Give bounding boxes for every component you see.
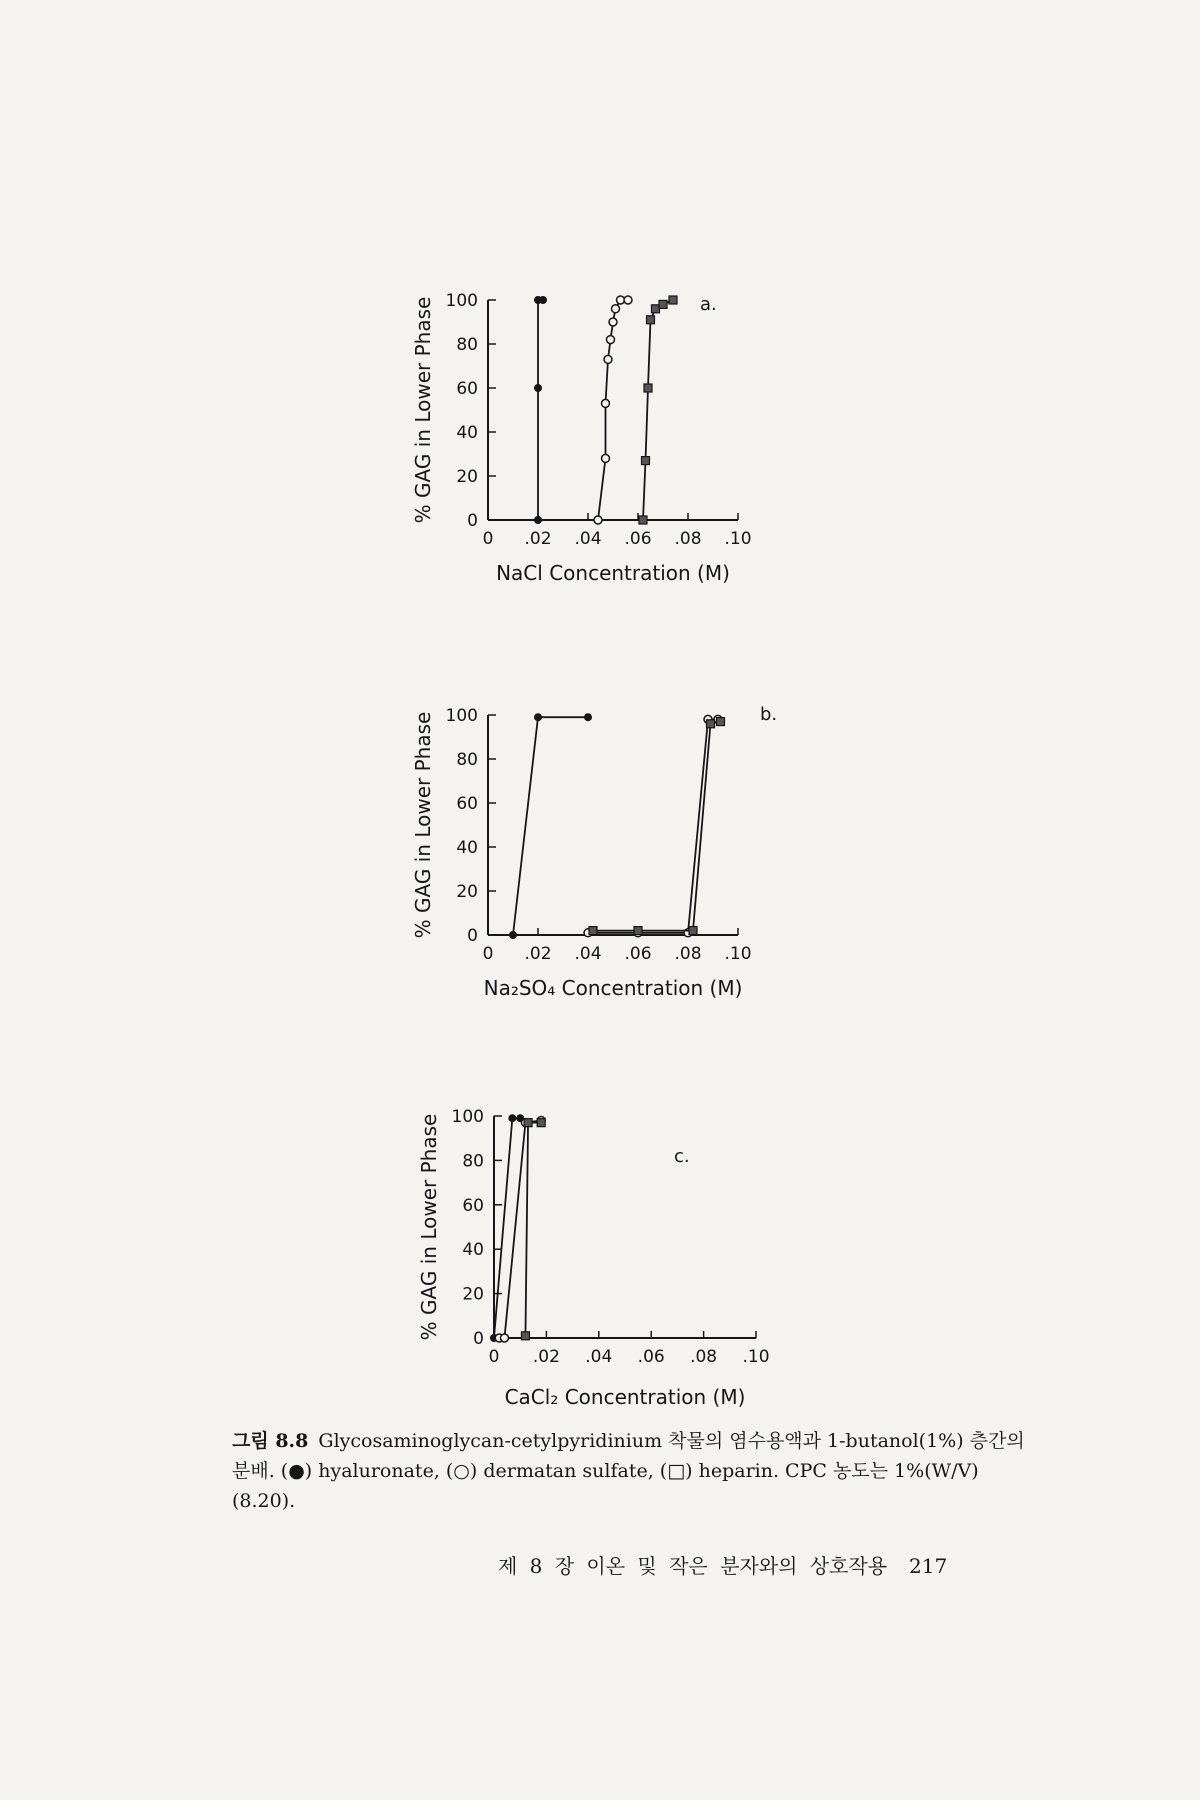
x-axis-title: Na₂SO₄ Concentration (M) bbox=[483, 976, 743, 1000]
x-tick-label: 0 bbox=[482, 944, 494, 964]
y-tick-label: 60 bbox=[456, 794, 478, 814]
chart-cacl2 bbox=[414, 1072, 814, 1426]
data-point-open-circle bbox=[594, 516, 602, 524]
y-axis-title: % GAG in Lower Phase bbox=[411, 296, 435, 524]
page-footer bbox=[498, 1550, 1018, 1579]
y-axis-title: % GAG in Lower Phase bbox=[417, 1113, 441, 1341]
data-point-square bbox=[644, 384, 652, 392]
data-point-square bbox=[642, 457, 650, 465]
y-tick-label: 0 bbox=[467, 926, 478, 946]
data-point-square bbox=[659, 300, 667, 308]
chart-na2so4 bbox=[400, 655, 800, 1019]
chapter-title: 제 8 장 이온 및 작은 분자와의 상호작용 bbox=[498, 1554, 888, 1578]
data-point-open-circle bbox=[602, 454, 610, 462]
y-tick-label: 80 bbox=[462, 1151, 484, 1172]
data-point-square bbox=[521, 1332, 529, 1340]
data-point-filled-circle bbox=[584, 713, 592, 721]
y-tick-label: 80 bbox=[456, 750, 478, 770]
data-point-filled-circle bbox=[534, 516, 542, 524]
panel-label: c. bbox=[674, 1146, 690, 1167]
data-point-square bbox=[689, 927, 697, 935]
x-tick-label: .08 bbox=[674, 944, 702, 964]
y-tick-label: 60 bbox=[462, 1195, 484, 1216]
data-point-filled-circle bbox=[508, 1114, 516, 1122]
figure-caption bbox=[232, 1426, 1032, 1516]
chart-0-plot bbox=[411, 291, 752, 585]
data-point-open-circle bbox=[609, 318, 617, 326]
x-tick-label: .02 bbox=[524, 529, 552, 549]
series-line-open-circle bbox=[588, 719, 718, 932]
caption-text: Glycosaminoglycan-cetylpyridinium 착물의 염수용액과 1-butanol(1%) 층간의 분배. (●) hyaluronate, (○) dermatan sulfate, (□) heparin. CPC 농도는 1%(W/V) (8.20). bbox=[232, 1430, 1025, 1512]
x-tick-label: .08 bbox=[674, 529, 702, 549]
y-tick-label: 40 bbox=[456, 838, 478, 858]
chart-1-plot bbox=[411, 704, 777, 1000]
data-point-square bbox=[707, 720, 715, 728]
y-tick-label: 60 bbox=[456, 379, 478, 399]
data-point-open-circle bbox=[607, 336, 615, 344]
page-number: 217 bbox=[909, 1554, 948, 1578]
x-tick-label: .10 bbox=[742, 1347, 770, 1367]
y-tick-label: 20 bbox=[462, 1284, 484, 1305]
series-line-square bbox=[525, 1123, 541, 1336]
x-axis-title: NaCl Concentration (M) bbox=[496, 561, 730, 585]
series-line-square bbox=[593, 722, 721, 931]
y-tick-label: 40 bbox=[462, 1240, 484, 1261]
data-point-open-circle bbox=[612, 305, 620, 313]
x-tick-label: .10 bbox=[724, 944, 752, 964]
chart-nacl-svg bbox=[400, 240, 800, 600]
x-tick-label: .04 bbox=[585, 1347, 613, 1367]
series-line-open-circle bbox=[499, 1120, 541, 1338]
x-tick-label: .06 bbox=[624, 529, 652, 549]
x-tick-label: .04 bbox=[574, 944, 602, 964]
y-tick-label: 40 bbox=[456, 423, 478, 443]
series-line-open-circle bbox=[598, 300, 628, 520]
figure-number: 그림 8.8 bbox=[232, 1430, 309, 1452]
data-point-square bbox=[537, 1119, 545, 1127]
data-point-open-circle bbox=[604, 355, 612, 363]
y-tick-label: 0 bbox=[467, 511, 478, 531]
chart-2-plot bbox=[417, 1107, 770, 1409]
data-point-open-circle bbox=[624, 296, 632, 304]
series-line-filled-circle bbox=[513, 717, 588, 935]
y-tick-label: 20 bbox=[456, 467, 478, 487]
data-point-filled-circle bbox=[534, 384, 542, 392]
y-tick-label: 100 bbox=[445, 706, 478, 726]
data-point-square bbox=[647, 316, 655, 324]
y-axis-title: % GAG in Lower Phase bbox=[411, 711, 435, 939]
data-point-filled-circle bbox=[539, 296, 547, 304]
data-point-square bbox=[589, 927, 597, 935]
x-tick-label: .08 bbox=[690, 1347, 718, 1367]
chart-cacl2-svg bbox=[414, 1072, 814, 1422]
y-tick-label: 0 bbox=[473, 1329, 484, 1349]
y-tick-label: 100 bbox=[445, 291, 478, 311]
x-tick-label: .04 bbox=[574, 529, 602, 549]
series-line-square bbox=[643, 300, 673, 520]
data-point-open-circle bbox=[602, 399, 610, 407]
data-point-square bbox=[669, 296, 677, 304]
x-tick-label: 0 bbox=[488, 1347, 500, 1367]
panel-label: a. bbox=[700, 294, 717, 315]
y-tick-label: 80 bbox=[456, 335, 478, 355]
y-tick-label: 20 bbox=[456, 882, 478, 902]
x-tick-label: 0 bbox=[482, 529, 494, 549]
data-point-square bbox=[634, 927, 642, 935]
x-tick-label: .06 bbox=[624, 944, 652, 964]
data-point-filled-circle bbox=[509, 931, 517, 939]
x-tick-label: .06 bbox=[637, 1347, 665, 1367]
data-point-square bbox=[652, 305, 660, 313]
x-tick-label: .02 bbox=[524, 944, 552, 964]
data-point-square bbox=[717, 718, 725, 726]
x-axis-title: CaCl₂ Concentration (M) bbox=[504, 1385, 746, 1409]
chart-nacl bbox=[400, 240, 800, 604]
x-tick-label: .02 bbox=[532, 1347, 560, 1367]
x-tick-label: .10 bbox=[724, 529, 752, 549]
y-tick-label: 100 bbox=[451, 1107, 484, 1127]
series-line-filled-circle bbox=[538, 300, 543, 520]
data-point-filled-circle bbox=[534, 713, 542, 721]
panel-label: b. bbox=[760, 704, 778, 725]
chart-na2so4-svg bbox=[400, 655, 800, 1015]
data-point-square bbox=[524, 1119, 532, 1127]
data-point-open-circle bbox=[500, 1334, 508, 1342]
data-point-square bbox=[639, 516, 647, 524]
